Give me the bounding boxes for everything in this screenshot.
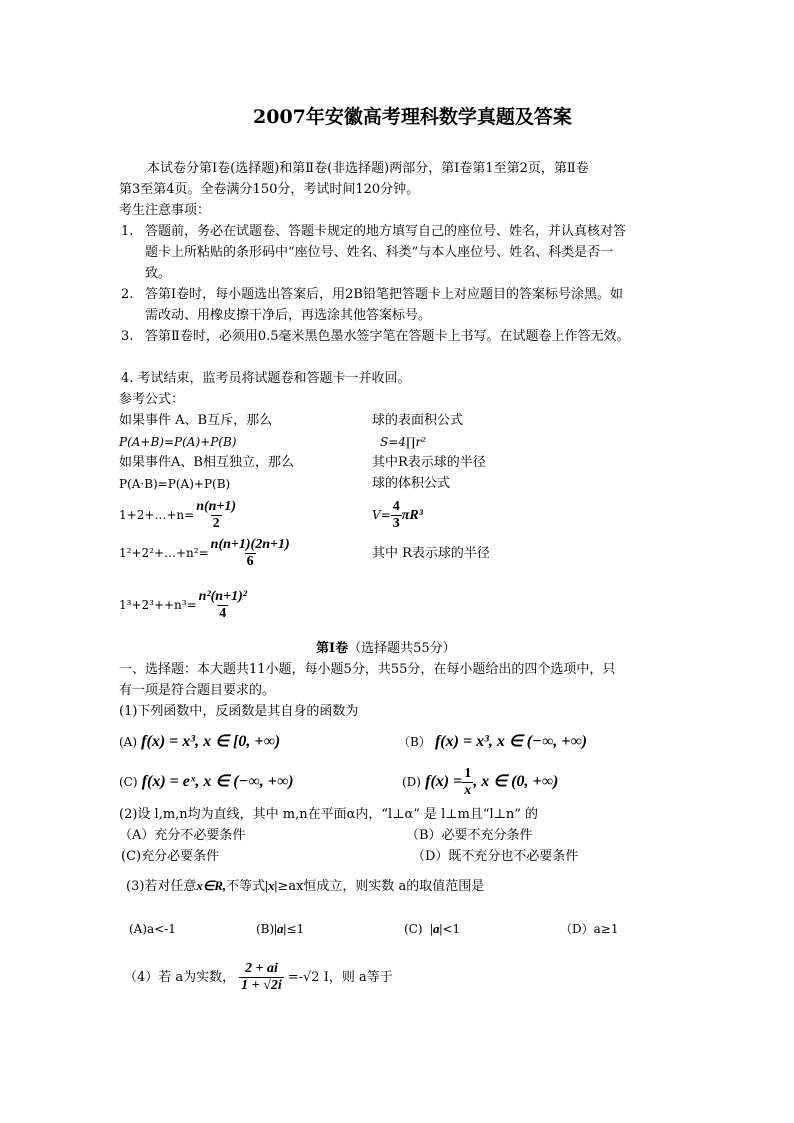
volume-fraction — [391, 499, 402, 532]
sum-2-denominator: 6 — [246, 554, 254, 569]
sum-3-lhs: 1³+2³++n³= — [119, 598, 197, 612]
sum-2-numerator: n(n+1)(2n+1) — [210, 537, 290, 552]
notice-item-1-number: 1. — [121, 224, 134, 239]
volume-lhs: V= — [372, 508, 391, 522]
q3-c-post: <1 — [442, 922, 461, 936]
option-d-math-pre: f(x) = — [425, 773, 463, 790]
sum-3-fraction — [197, 589, 249, 622]
notice-item-1-line-2: 题卡上所粘贴的条形码中“座位号、姓名、科类”与本人座位号、姓名、科类是否一 — [145, 245, 614, 260]
question-3-option-c — [404, 920, 460, 938]
formula-left-3: 如果事件A、B相互独立，那么 — [119, 455, 294, 470]
q4-stem-post: =-√2 I，则 a等于 — [287, 970, 393, 985]
option-c-label: (C) — [119, 775, 138, 789]
formula-left-4: P(A·B)=P(A)+P(B) — [119, 477, 231, 491]
notice-item-2-line-2: 需改动、用橡皮擦干净后，再选涂其他答案标号。 — [145, 308, 432, 323]
notice-item-1-line-1: 答题前，务必在试题卷、答题卡规定的地方填写自己的座位号、姓名，并认真核对答 — [145, 224, 627, 239]
part-1-heading — [316, 640, 456, 658]
sum-1-numerator: n(n+1) — [196, 499, 237, 514]
q3-stem-abs: |x| — [265, 878, 278, 893]
question-1-option-c — [119, 772, 294, 793]
question-2-option-b: （B）必要不充分条件 — [406, 828, 533, 843]
formula-right-4: 球的体积公式 — [372, 476, 451, 491]
question-2-option-d: （D）既不充分也不必要条件 — [412, 849, 579, 864]
formulas-heading: 参考公式： — [119, 392, 185, 407]
option-d-fraction — [462, 766, 473, 799]
sum-3-denominator: 4 — [219, 606, 227, 621]
sum-2-fraction — [209, 537, 292, 570]
sum-3-numerator: n²(n+1)² — [198, 589, 247, 604]
option-d-label: (D) — [402, 775, 421, 789]
question-4-stem — [124, 958, 393, 998]
q4-denominator: 1 + √2i — [241, 978, 282, 993]
part-1-heading-rest: （选择题共55分） — [348, 641, 456, 656]
intro-line-2: 第3至第4页。全卷满分150分，考试时间120分钟。 — [119, 182, 420, 197]
notice-item-2-line-1: 答第Ⅰ卷时，每小题选出答案后，用2B铅笔把答题卡上对应题目的答案标号涂黑。如 — [145, 287, 623, 302]
notice-heading: 考生注意事项： — [119, 203, 211, 218]
question-2-option-c: (C)充分必要条件 — [121, 849, 220, 864]
q4-stem-pre: （4）若 a为实数， — [124, 970, 236, 985]
notice-item-1-line-3: 致。 — [145, 266, 172, 281]
sum-1-denominator: 2 — [212, 516, 220, 531]
volume-numerator: 4 — [392, 499, 400, 514]
q3-b-abs: |a| — [274, 921, 287, 936]
sum-1-lhs: 1+2+…+n= — [119, 508, 195, 522]
question-3-option-d: （D）a≥1 — [560, 922, 619, 936]
formula-sum-1 — [119, 496, 238, 535]
formula-sum-3 — [119, 586, 249, 625]
notice-item-4: 4. 考试结束，监考员将试题卷和答题卡一并收回。 — [121, 371, 411, 386]
question-2-stem: (2)设 l,m,n均为直线，其中 m,n在平面α内，“l⊥α” 是 l⊥m且“l⊥n” 的 — [119, 807, 539, 822]
question-1-option-d — [402, 764, 558, 801]
question-1-option-a — [119, 732, 280, 753]
volume-denominator: 3 — [392, 516, 400, 531]
option-d-numerator: 1 — [464, 766, 472, 781]
section-intro-line-2: 有一项是符合题目要求的。 — [119, 683, 276, 698]
q4-fraction — [239, 961, 284, 994]
intro-line-1: 本试卷分第Ⅰ卷(选择题)和第Ⅱ卷(非选择题)两部分，第Ⅰ卷第1至第2页，第Ⅱ卷 — [147, 161, 589, 176]
question-1-stem: (1)下列函数中，反函数是其自身的函数为 — [119, 704, 359, 719]
volume-rhs: πR³ — [401, 508, 423, 523]
option-a-label: (A) — [119, 735, 138, 749]
notice-item-3-line-1: 答第Ⅱ卷时，必须用0.5毫米黑色墨水签字笔在答题卡上书写。在试题卷上作答无效。 — [145, 329, 630, 344]
question-2-option-a: （A）充分不必要条件 — [119, 828, 246, 843]
option-b-label: （B） — [398, 735, 431, 749]
q3-c-pre: (C) — [404, 922, 423, 936]
q3-b-pre: (B) — [256, 922, 275, 936]
formula-right-1: 球的表面积公式 — [372, 413, 464, 428]
formula-right-5: 其中 R表示球的半径 — [372, 546, 490, 561]
q3-stem-pre: (3)若对任意 — [126, 879, 197, 894]
section-intro-line-1: 一、选择题：本大题共11小题，每小题5分，共55分，在每小题给出的四个选项中，只 — [119, 662, 616, 677]
sum-1-fraction — [194, 499, 238, 532]
option-c-math: f(x) = eˣ, x ∈ (−∞, +∞) — [141, 773, 294, 790]
q3-b-post: ≤1 — [286, 922, 305, 936]
q3-stem-mid: 不等式 — [226, 879, 266, 894]
notice-item-3-number: 3. — [121, 329, 134, 344]
question-3-option-b — [256, 920, 304, 938]
question-1-option-b — [398, 732, 587, 753]
sum-2-lhs: 1²+2²+…+n²= — [119, 546, 209, 560]
q3-stem-math: x∈R, — [196, 878, 227, 893]
question-3-option-a: (A)a<-1 — [129, 922, 176, 936]
option-a-math: f(x) = x³, x ∈ [0, +∞) — [141, 733, 281, 750]
notice-item-2-number: 2. — [121, 287, 134, 302]
formula-right-2: S=4∏r² — [380, 435, 427, 449]
page-title: 2007年安徽高考理科数学真题及答案 — [253, 106, 572, 128]
q3-c-abs: |a| — [430, 921, 443, 936]
option-b-math: f(x) = x³, x ∈ (−∞, +∞) — [434, 733, 588, 750]
formula-volume — [372, 496, 423, 535]
part-1-heading-bold: 第Ⅰ卷 — [316, 641, 349, 656]
option-d-denominator: x — [464, 783, 472, 798]
formula-sum-2 — [119, 534, 292, 573]
q4-numerator: 2 + ai — [245, 961, 278, 976]
question-3-stem — [126, 877, 484, 896]
option-d-math-post: , x ∈ (0, +∞) — [473, 773, 559, 790]
formula-left-2: P(A+B)=P(A)+P(B) — [119, 435, 237, 449]
formula-left-1: 如果事件 A、B互斥，那么 — [119, 413, 273, 428]
formula-right-3: 其中R表示球的半径 — [372, 455, 486, 470]
q3-stem-post: ≥ax恒成立，则实数 a的取值范围是 — [277, 879, 485, 894]
